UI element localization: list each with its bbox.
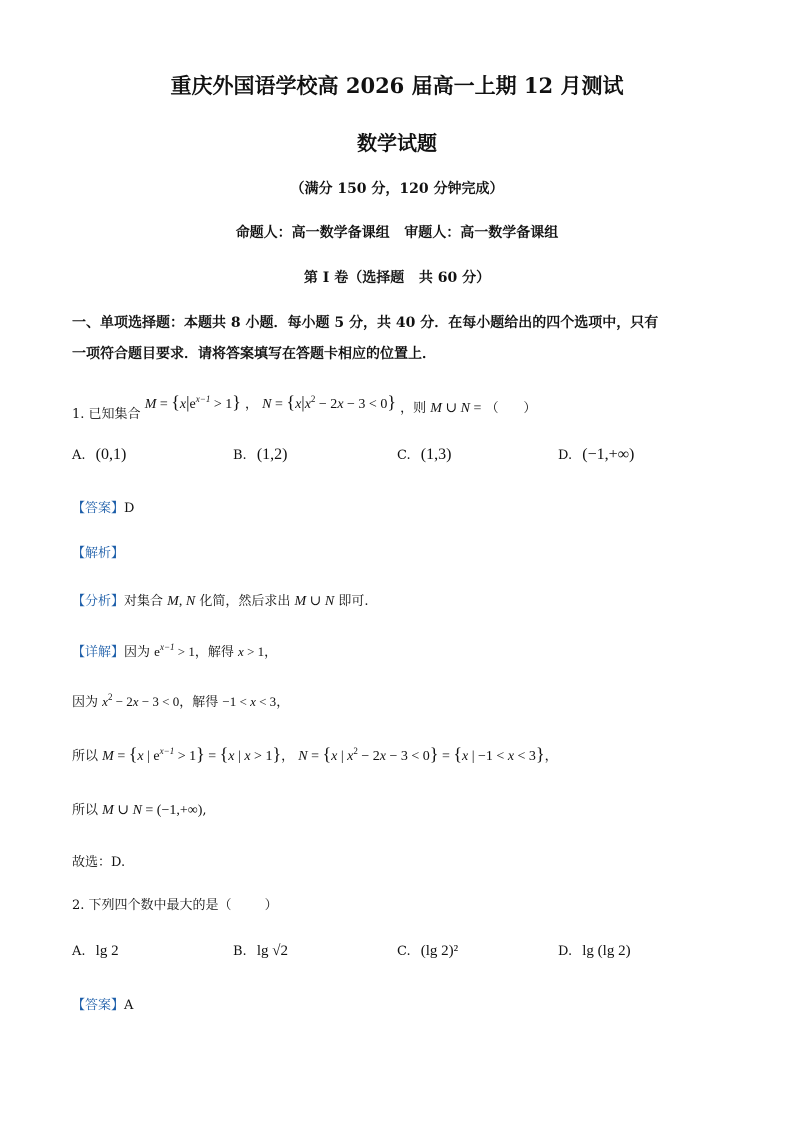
q1-answer-value: D [124, 501, 135, 516]
q1-option-d-letter: D. [558, 448, 573, 463]
q1-xiangjie [72, 641, 277, 660]
exam-info: （满分 150 分，120 分钟完成） [290, 181, 504, 197]
q1-l3-text2: ， [281, 749, 295, 764]
q1-l2-text1: 因为 [72, 695, 99, 710]
q1-l4-text1: 所以 [72, 803, 99, 818]
q1-option-d-value: (−1,+∞) [582, 446, 635, 463]
q1-fenxi [72, 590, 369, 610]
q1-fenxi-text1: 对集合 [124, 594, 164, 609]
q1-fenxi-mn: M, N [167, 594, 196, 609]
q2-answer [72, 994, 133, 1013]
q1-l2-text3: ， [276, 695, 290, 710]
q2-stem: 2. 下列四个数中最大的是（ ） [72, 898, 278, 913]
q1-fenxi-union: M ∪ N [294, 594, 335, 609]
q1-union: M ∪ N = [430, 401, 482, 416]
section-intro-line1: 一、单项选择题：本题共 8 小题．每小题 5 分，共 40 分．在每小题给出的四个选项中，只有 [72, 315, 659, 331]
q1-option-b [233, 446, 287, 464]
q1-l2-ineq: $x^2 - 2x - 3 < 0$ [102, 692, 180, 709]
q1-option-c-letter: C. [397, 448, 411, 463]
q1-option-a-letter: A. [72, 448, 86, 463]
q2-option-a-value: lg 2 [95, 943, 119, 959]
q1-l3-text3: ， [544, 749, 558, 764]
q1-set-m: $M = \{x|e^{x-1} > 1\}$ [144, 392, 241, 412]
q1-line3 [72, 744, 558, 765]
q1-l3-text1: 所以 [72, 749, 99, 764]
exam-title: 重庆外国语学校高 2026 届高一上期 12 月测试 [170, 73, 624, 98]
q1-then: ，则 [400, 401, 427, 416]
q2-option-d-letter: D. [558, 944, 573, 959]
q2-option-b-letter: B. [233, 944, 247, 959]
q1-l4-text2: , [202, 803, 207, 818]
q1-stem [72, 392, 537, 422]
q1-fenxi-text2: 化简，然后求出 [199, 594, 291, 609]
q1-l3-set-m: M = {x | $e^{x-1} > 1\} = \{x$ | x > 1} [102, 744, 282, 764]
q2-option-b-value: lg √2 [256, 943, 288, 959]
q2-option-c-letter: C. [397, 944, 411, 959]
q1-conclusion: 故选：D. [72, 855, 126, 870]
q1-paren: （ ） [485, 401, 537, 416]
q1-option-c-value: (1,3) [420, 446, 452, 463]
q1-option-b-value: (1,2) [256, 446, 288, 463]
q1-option-d [558, 446, 634, 464]
exam-subject: 数学试题 [357, 131, 437, 155]
q1-answer [72, 497, 134, 516]
q1-sep: ， [245, 397, 259, 412]
q1-fenxi-tag: 【分析】 [72, 594, 125, 609]
q1-xj-text1: 因为 [124, 645, 151, 660]
q2-option-c [397, 943, 458, 960]
q1-analysis-tag: 【解析】 [72, 546, 125, 561]
q1-l2-text2: ，解得 [179, 695, 219, 710]
q2-option-d-value: lg (lg 2) [582, 943, 631, 959]
q1-xj-ineq2: x > 1 [238, 644, 265, 659]
q1-l2-range: −1 < x < 3 [222, 694, 277, 709]
q1-xj-text2: ，解得 [194, 645, 234, 660]
q1-option-a-value: (0,1) [95, 446, 127, 463]
exam-authors: 命题人：高一数学备课组 审题人：高一数学备课组 [235, 225, 559, 241]
q1-option-b-letter: B. [233, 448, 247, 463]
q2-answer-tag: 【答案】 [72, 998, 125, 1013]
q2-option-a-letter: A. [72, 944, 86, 959]
section-intro-line2: 一项符合题目要求．请将答案填写在答题卡相应的位置上． [72, 346, 436, 362]
q1-xj-ineq1: $e^{x-1} > 1$ [154, 642, 195, 659]
q1-xiangjie-tag: 【详解】 [72, 645, 125, 660]
q1-option-a [72, 446, 126, 464]
q1-set-n: $N = \{x|x^2 - 2x - 3 < 0\}$ [262, 392, 396, 412]
q2-answer-value: A [124, 998, 134, 1013]
q1-option-c [397, 446, 451, 464]
q1-line4 [72, 799, 207, 819]
exam-part: 第 I 卷（选择题 共 60 分） [303, 270, 491, 286]
q1-answer-tag: 【答案】 [72, 501, 125, 516]
q1-line2 [72, 691, 289, 710]
q2-option-d [558, 943, 631, 960]
q1-l3-set-n: N = {x | $x^2 - 2x - 3 < 0\} = \{x$ | −1 < x < 3} [298, 744, 545, 764]
q1-fenxi-text3: 即可. [338, 594, 369, 609]
q1-prefix: 1. 已知集合 [72, 407, 141, 422]
q1-l4-union: M ∪ N = (−1,+∞) [102, 803, 203, 818]
q2-option-a [72, 943, 119, 960]
q2-option-b [233, 943, 288, 960]
q2-option-c-value: (lg 2)² [420, 943, 459, 959]
q1-xj-text3: ， [264, 645, 278, 660]
